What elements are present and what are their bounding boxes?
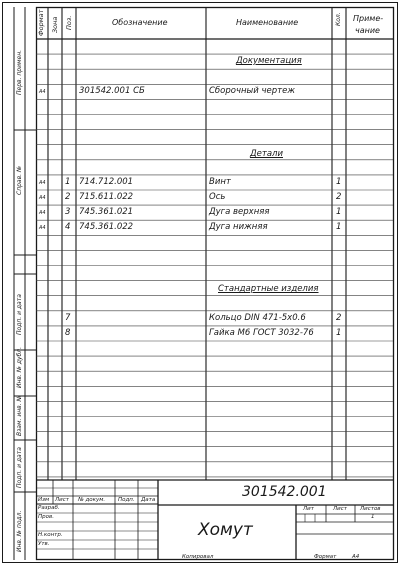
side-label-vzam-inv: Взам. инв. № bbox=[16, 395, 23, 436]
stamp-razrab: Разраб. bbox=[38, 505, 60, 511]
row-7-pos: 7 bbox=[65, 313, 71, 323]
row-2-name: Ось bbox=[209, 192, 226, 202]
stamp-podp: Подп. bbox=[118, 497, 135, 503]
stamp-title: Хомут bbox=[198, 520, 253, 540]
header-format: Формат bbox=[37, 9, 45, 36]
row-2-format: А4 bbox=[39, 195, 46, 201]
row-3-pos: 3 bbox=[65, 207, 71, 217]
row-7-qty: 2 bbox=[336, 313, 342, 323]
row-4-name: Дуга нижняя bbox=[209, 222, 268, 232]
side-label-inv-podl: Инв. № подл. bbox=[16, 510, 23, 552]
header-zone: Зона bbox=[51, 16, 59, 33]
row-2-designation: 715.611.022 bbox=[79, 192, 134, 202]
side-label-podp-data-2: Подп. и дата bbox=[16, 447, 23, 488]
header-oboznachenie: Обозначение bbox=[112, 18, 168, 27]
row-4-format: А4 bbox=[39, 225, 46, 231]
stamp-format-label: Формат bbox=[314, 554, 337, 560]
stamp-lit: Лит bbox=[303, 506, 314, 512]
header-prim-2: чание bbox=[355, 26, 380, 35]
section-documentation: Документация bbox=[236, 56, 302, 66]
row-4-pos: 4 bbox=[65, 222, 71, 232]
stamp-format-value: А4 bbox=[352, 554, 360, 560]
row-1-qty: 1 bbox=[336, 177, 342, 187]
stamp-data: Дата bbox=[141, 497, 156, 503]
header-pos: Поз. bbox=[65, 15, 73, 30]
row-3-designation: 745.361.021 bbox=[79, 207, 134, 217]
row-doc-name: Сборочный чертеж bbox=[209, 86, 295, 96]
row-2-qty: 2 bbox=[336, 192, 342, 202]
stamp-kopiroval: Копировал bbox=[182, 554, 214, 560]
row-3-format: А4 bbox=[39, 210, 46, 216]
header-kol: Кол. bbox=[335, 12, 342, 26]
stamp-n-dokum: № докум. bbox=[78, 497, 106, 503]
row-doc-designation: 301542.001 СБ bbox=[79, 86, 145, 96]
side-label-inv-dubl: Инв. № дубл. bbox=[16, 346, 23, 388]
row-doc-format: А4 bbox=[39, 89, 46, 95]
side-label-perv-primen: Перв. примен. bbox=[16, 49, 23, 95]
header-naimenovanie: Наименование bbox=[236, 18, 299, 27]
row-8-qty: 1 bbox=[336, 328, 342, 338]
stamp-utv: Утв. bbox=[38, 541, 50, 547]
row-7-name: Кольцо DIN 471-5х0.6 bbox=[209, 313, 306, 323]
stamp-izm: Изм bbox=[38, 497, 50, 503]
row-3-qty: 1 bbox=[336, 207, 342, 217]
row-8-pos: 8 bbox=[65, 328, 71, 338]
row-4-designation: 745.361.022 bbox=[79, 222, 134, 232]
row-2-pos: 2 bbox=[65, 192, 71, 202]
stamp-list: Лист bbox=[55, 497, 69, 503]
row-1-designation: 714.712.001 bbox=[79, 177, 134, 187]
header-prim-1: Приме- bbox=[353, 14, 384, 23]
stamp-doc-number: 301542.001 bbox=[242, 484, 327, 500]
stamp-listov-header: Листов bbox=[360, 506, 381, 512]
row-3-name: Дуга верхняя bbox=[209, 207, 270, 217]
row-1-format: А4 bbox=[39, 180, 46, 186]
row-4-qty: 1 bbox=[336, 222, 342, 232]
row-lines bbox=[36, 54, 393, 477]
row-1-pos: 1 bbox=[65, 177, 71, 187]
stamp-listov-value: 1 bbox=[371, 514, 375, 520]
section-standard-items: Стандартные изделия bbox=[218, 284, 319, 294]
row-8-name: Гайка М6 ГОСТ 3032-76 bbox=[209, 328, 314, 338]
stamp-n-kontr: Н.контр. bbox=[38, 532, 63, 538]
row-1-name: Винт bbox=[209, 177, 231, 187]
stamp-prov: Пров. bbox=[38, 514, 54, 520]
stamp-list-header: Лист bbox=[333, 506, 347, 512]
section-details: Детали bbox=[250, 149, 283, 159]
side-label-podp-data-1: Подп. и дата bbox=[16, 294, 23, 335]
side-label-sprav-no: Справ. № bbox=[16, 165, 23, 195]
